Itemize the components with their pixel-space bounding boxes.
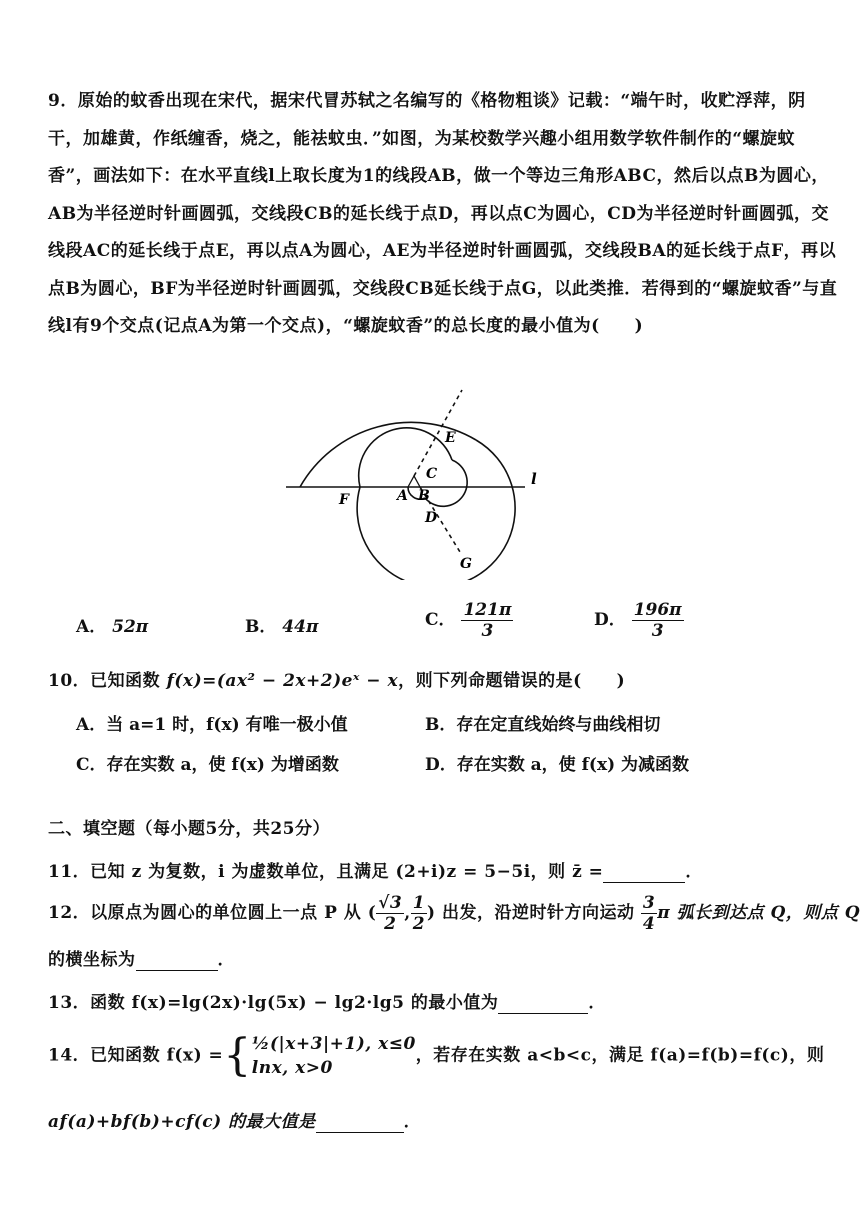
q12-pre: 12．以原点为圆心的单位圆上一点 P 从 ( [48,903,377,923]
label-f: F [339,492,349,508]
answer-blank[interactable] [603,862,685,883]
label-l: l [531,470,537,488]
label-a: A [397,488,408,504]
question-10-stem [48,666,625,691]
q10-stem-post: ，则下列命题错误的是( ) [398,671,626,691]
option-value: 44π [282,617,319,637]
fraction-denominator: 3 [481,621,494,641]
q14-pre: 14．已知函数 f(x) = [48,1045,224,1066]
q14-post: ，若存在实数 a<b<c，满足 f(a)=f(b)=f(c)，则 [415,1045,825,1066]
option-letter: B． [245,617,277,637]
question-14-line2 [48,1107,421,1133]
section-2-title: 二、填空题（每小题5分，共25分） [48,819,330,839]
q10-option-c[interactable]: C．存在实数 a，使 f(x) 为增函数 [76,755,339,775]
label-e: E [445,430,456,446]
option-letter: D． [594,610,626,630]
question-11 [48,857,703,883]
q11-end: ． [685,862,703,882]
option-letter: C． [425,610,456,630]
q14-line2: af(a)+bf(b)+cf(c) 的最大值是 [48,1112,316,1132]
q10-option-a[interactable]: A．当 a=1 时，f(x) 有唯一极小值 [76,715,348,735]
q13-end: ． [588,993,606,1013]
fraction-numerator: √3 [378,893,403,913]
q9-option-b[interactable] [245,612,318,637]
piecewise-cases [252,1032,416,1080]
q10-stem-pre: 10．已知函数 [48,671,167,691]
question-14-line1 [48,1032,824,1080]
q12-line2: 的横坐标为 [48,950,136,970]
q12-post: π 弧长到达点 Q，则点 Q [657,903,861,923]
q12-comma: , [404,903,411,923]
question-12-line1 [48,893,860,934]
q11-text: 11．已知 z 为复数，i 为虚数单位，且满足 (2+i)z = 5−5i，则 z̄ = [48,862,604,882]
fraction-denominator: 2 [384,914,397,934]
fraction-numerator: 196π [633,600,682,620]
triangle-abc [408,476,420,487]
option-fraction [461,600,513,641]
case-1: ½(|x+3|+1), x≤0 [251,1034,416,1054]
option-fraction [632,600,684,641]
fraction-numerator: 1 [412,893,426,913]
fraction-3-over-4 [641,893,657,934]
fraction-numerator: 121π [463,600,512,620]
q10-option-b[interactable]: B．存在定直线始终与曲线相切 [425,715,661,735]
question-13 [48,988,606,1014]
fraction-denominator: 4 [642,914,656,934]
q9-option-c[interactable] [425,600,513,641]
q12-mid: ) 出发，沿逆时针方向运动 [427,903,641,923]
q12-end: ． [217,950,235,970]
case-2: lnx, x>0 [251,1058,333,1078]
q9-option-d[interactable] [594,600,684,641]
label-d: D [425,510,438,526]
label-b: B [418,488,430,504]
q10-formula: f(x)=(ax² − 2x+2)eˣ − x [166,671,399,691]
fraction-denominator: 3 [651,621,664,641]
fraction-denominator: 2 [412,914,426,934]
label-g: G [460,556,472,572]
fraction-sqrt3-over-2 [376,893,404,934]
answer-blank[interactable] [498,993,588,1014]
q14-end: ． [403,1112,422,1132]
piecewise-brace: { [223,1030,252,1081]
question-9-text: 9．原始的蚊香出现在宋代，据宋代冒苏轼之名编写的《格物粗谈》记载：“端午时，收贮浮萍，阴干，加雄黄，作纸缠香，烧之，能祛蚊虫．”如图，为某校数学兴趣小组用数学软件制作的“螺旋蚊香”，画法如下：在水平直线l上取长度为1的线段AB，做一个等边三角形ABC，然后以点B为圆心，AB为半径逆时针画圆弧，交线段CB的延长线于点D，再以点C为圆心，CD为半径逆时针画圆弧，交线段AC的延长线于点E，再以点A为圆心，AE为半径逆时针画圆弧，交线段BA的延长线于点F，再以点B为圆心，BF为半径逆时针画圆弧，交线段CB延长线于点G，以此类推．若得到的“螺旋蚊香”与直线l有9个交点(记点A为第一个交点)，“螺旋蚊香”的总长度的最小值为( ) [48,91,838,336]
question-12-line2 [48,945,235,971]
spiral-mosquito-coil-figure [270,360,570,580]
q10-option-d[interactable]: D．存在实数 a，使 f(x) 为减函数 [425,755,690,775]
option-value: 52π [112,617,149,637]
fraction-1-over-2 [411,893,427,934]
answer-blank[interactable] [316,1112,404,1133]
q9-option-a[interactable] [76,612,148,637]
answer-blank[interactable] [136,950,218,971]
option-letter: A． [76,617,107,637]
q13-text: 13．函数 f(x)=lg(2x)·lg(5x) − lg2·lg5 的最小值为 [48,993,499,1013]
arc-a [359,428,452,487]
fraction-numerator: 3 [642,893,656,913]
label-c: C [426,466,438,482]
